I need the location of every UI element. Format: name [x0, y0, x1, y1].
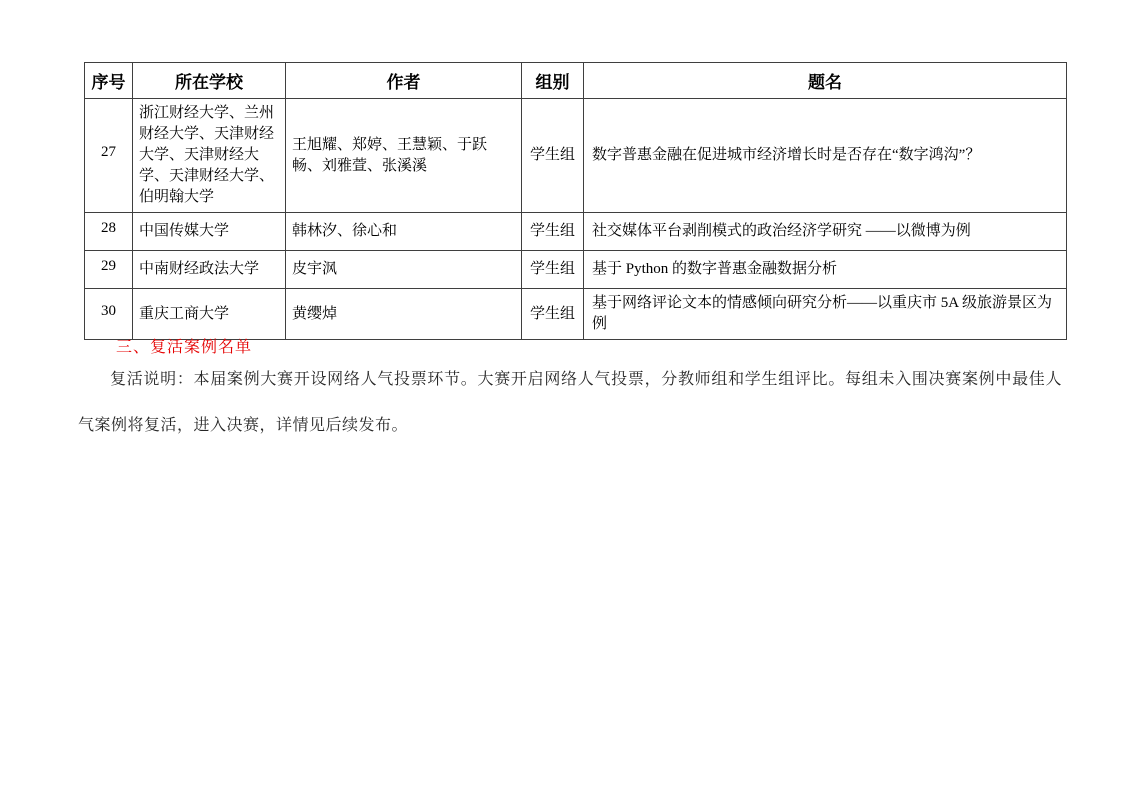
- section-heading: 三、复活案例名单: [116, 339, 253, 356]
- school-cell: 浙江财经大学、兰州财经大学、天津财经大学、天津财经大学、天津财经大学、伯明翰大学: [133, 99, 286, 213]
- table-row: [85, 289, 1067, 340]
- table-body: [85, 99, 1067, 340]
- school-cell: 中南财经政法大学: [133, 251, 286, 289]
- header-row: [85, 63, 1067, 99]
- group-cell: 学生组: [522, 99, 584, 213]
- table-row: [85, 99, 1067, 213]
- group-cell: 学生组: [522, 213, 584, 251]
- awards-table: [84, 62, 1067, 340]
- title-cell: 数字普惠金融在促进城市经济增长时是否存在“数字鸿沟”？: [584, 99, 1067, 213]
- group-cell: 学生组: [522, 289, 584, 340]
- table-row: [85, 213, 1067, 251]
- school-cell: 中国传媒大学: [133, 213, 286, 251]
- group-cell: 学生组: [522, 251, 584, 289]
- school-cell: 重庆工商大学: [133, 289, 286, 340]
- title-cell: 基于网络评论文本的情感倾向研究分析——以重庆市 5A 级旅游景区为例: [584, 289, 1067, 340]
- authors-cell: 黄缨焯: [286, 289, 522, 340]
- table-header: [85, 63, 1067, 99]
- authors-cell: 王旭耀、郑婷、王慧颖、于跃畅、刘雅萱、张溪溪: [286, 99, 522, 213]
- row-index-cell: 30: [85, 289, 133, 340]
- authors-cell: 韩林汐、徐心和: [286, 213, 522, 251]
- row-index-cell: 28: [85, 213, 133, 251]
- section-paragraph: 复活说明：本届案例大赛开设网络人气投票环节。大赛开启网络人气投票，分教师组和学生组评比。每组未入围决赛案例中最佳人气案例将复活，进入决赛，详情见后续发布。: [78, 371, 1062, 434]
- title-cell: 基于 Python 的数字普惠金融数据分析: [584, 251, 1067, 289]
- header-group: 组别: [522, 63, 584, 99]
- title-cell: 社交媒体平台剥削模式的政治经济学研究 ——以微博为例: [584, 213, 1067, 251]
- header-title: 题名: [584, 63, 1067, 99]
- row-index-cell: 27: [85, 99, 133, 213]
- table-row: [85, 251, 1067, 289]
- header-authors: 作者: [286, 63, 522, 99]
- header-index: 序号: [85, 63, 133, 99]
- row-index-cell: 29: [85, 251, 133, 289]
- authors-cell: 皮宇沨: [286, 251, 522, 289]
- header-school: 所在学校: [133, 63, 286, 99]
